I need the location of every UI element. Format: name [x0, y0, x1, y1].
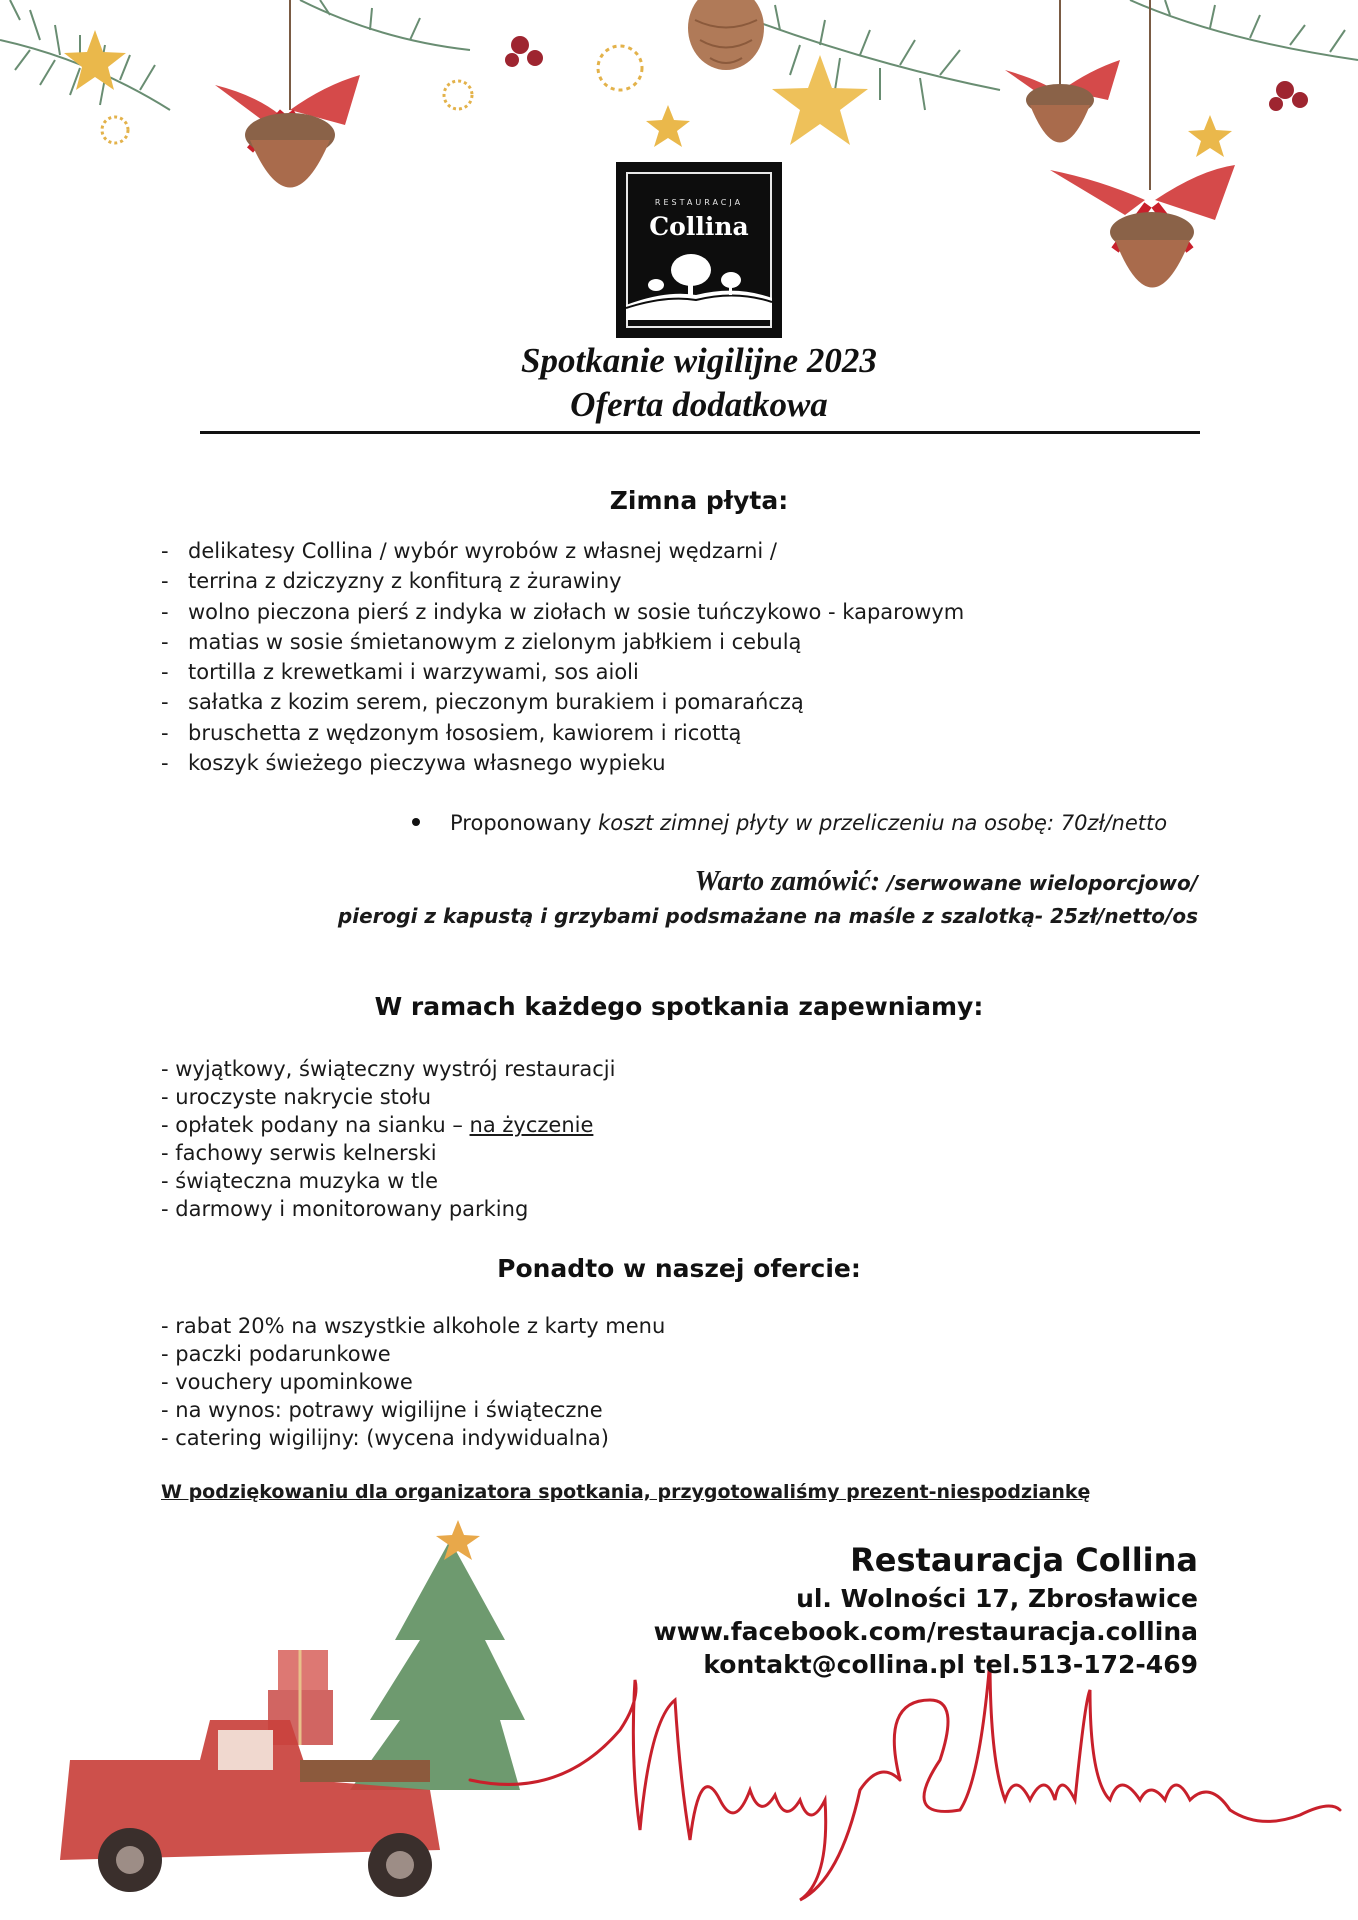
logo-subtitle: RESTAURACJA [654, 198, 744, 207]
list-item: - świąteczna muzyka w tle [161, 1169, 439, 1193]
list-item: - fachowy serwis kelnerski [161, 1141, 437, 1165]
list-item: - uroczyste nakrycie stołu [161, 1085, 432, 1109]
contact-facebook[interactable]: www.facebook.com/restauracja.collina [653, 1617, 1198, 1646]
list-item: - tortilla z krewetkami i warzywami, sos aioli [161, 657, 964, 687]
list-item: - paczki podarunkowe [161, 1342, 391, 1366]
included-list [161, 1055, 615, 1223]
price-prefix: Proponowany [450, 811, 599, 835]
list-item: - terrina z dziczyzny z konfiturą z żurawiny [161, 566, 964, 596]
list-item: - delikatesy Collina / wybór wyrobów z własnej wędzarni / [161, 536, 964, 566]
gift-note: W podziękowaniu dla organizatora spotkania, przygotowaliśmy prezent-niespodziankę [161, 1481, 1091, 1503]
logo-name: Collina [649, 212, 749, 241]
page-title: Spotkanie wigilijne 2023 [521, 341, 877, 380]
price-text: koszt zimnej płyty w przeliczeniu na osobę: 70zł/netto [598, 811, 1168, 835]
on-request-note: na życzenie [469, 1113, 594, 1137]
list-item: - matias w sosie śmietanowym z zielonym jabłkiem i cebulą [161, 627, 964, 657]
recommendation-label: Warto zamówić: [694, 866, 881, 897]
contact-email-phone[interactable]: kontakt@collina.pl tel.513-172-469 [703, 1650, 1198, 1679]
page-subtitle: Oferta dodatkowa [570, 385, 828, 424]
logo-trees-icon [626, 250, 772, 320]
recommendation-item: pierogi z kapustą i grzybami podsmażane na maśle z szalotką- 25zł/netto/os [337, 904, 1198, 928]
list-item: - wolno pieczona pierś z indyka w ziołach w sosie tuńczykowo - kaparowym [161, 597, 964, 627]
list-item: - sałatka z kozim serem, pieczonym burakiem i pomarańczą [161, 687, 964, 717]
list-item: - catering wigilijny: (wycena indywidualna) [161, 1426, 609, 1450]
included-heading: W ramach każdego spotkania zapewniamy: [374, 992, 984, 1021]
restaurant-logo [616, 162, 782, 338]
list-item: - vouchery upominkowe [161, 1370, 413, 1394]
list-item: - rabat 20% na wszystkie alkohole z karty menu [161, 1314, 666, 1338]
extras-list [161, 1312, 665, 1452]
list-item: - koszyk świeżego pieczywa własnego wypieku [161, 748, 964, 778]
recommendation-note: /serwowane wieloporcjowo/ [880, 871, 1198, 895]
bullet-icon [412, 818, 420, 826]
contact-name: Restauracja Collina [850, 1541, 1198, 1579]
list-item: - opłatek podany na sianku – na życzenie [161, 1113, 594, 1137]
contact-address: ul. Wolności 17, Zbrosławice [796, 1584, 1198, 1613]
recommendation-line [695, 866, 1198, 898]
list-item: - bruschetta z wędzonym łososiem, kawiorem i ricottą [161, 718, 964, 748]
cold-platter-list [161, 536, 964, 778]
list-item: - wyjątkowy, świąteczny wystrój restauracji [161, 1057, 616, 1081]
list-item: - darmowy i monitorowany parking [161, 1197, 529, 1221]
extras-heading: Ponadto w naszej ofercie: [497, 1254, 861, 1283]
title-divider [200, 431, 1200, 434]
cold-platter-price [412, 811, 1167, 835]
cold-platter-heading: Zimna płyta: [609, 486, 789, 515]
list-item: - na wynos: potrawy wigilijne i świąteczne [161, 1398, 603, 1422]
